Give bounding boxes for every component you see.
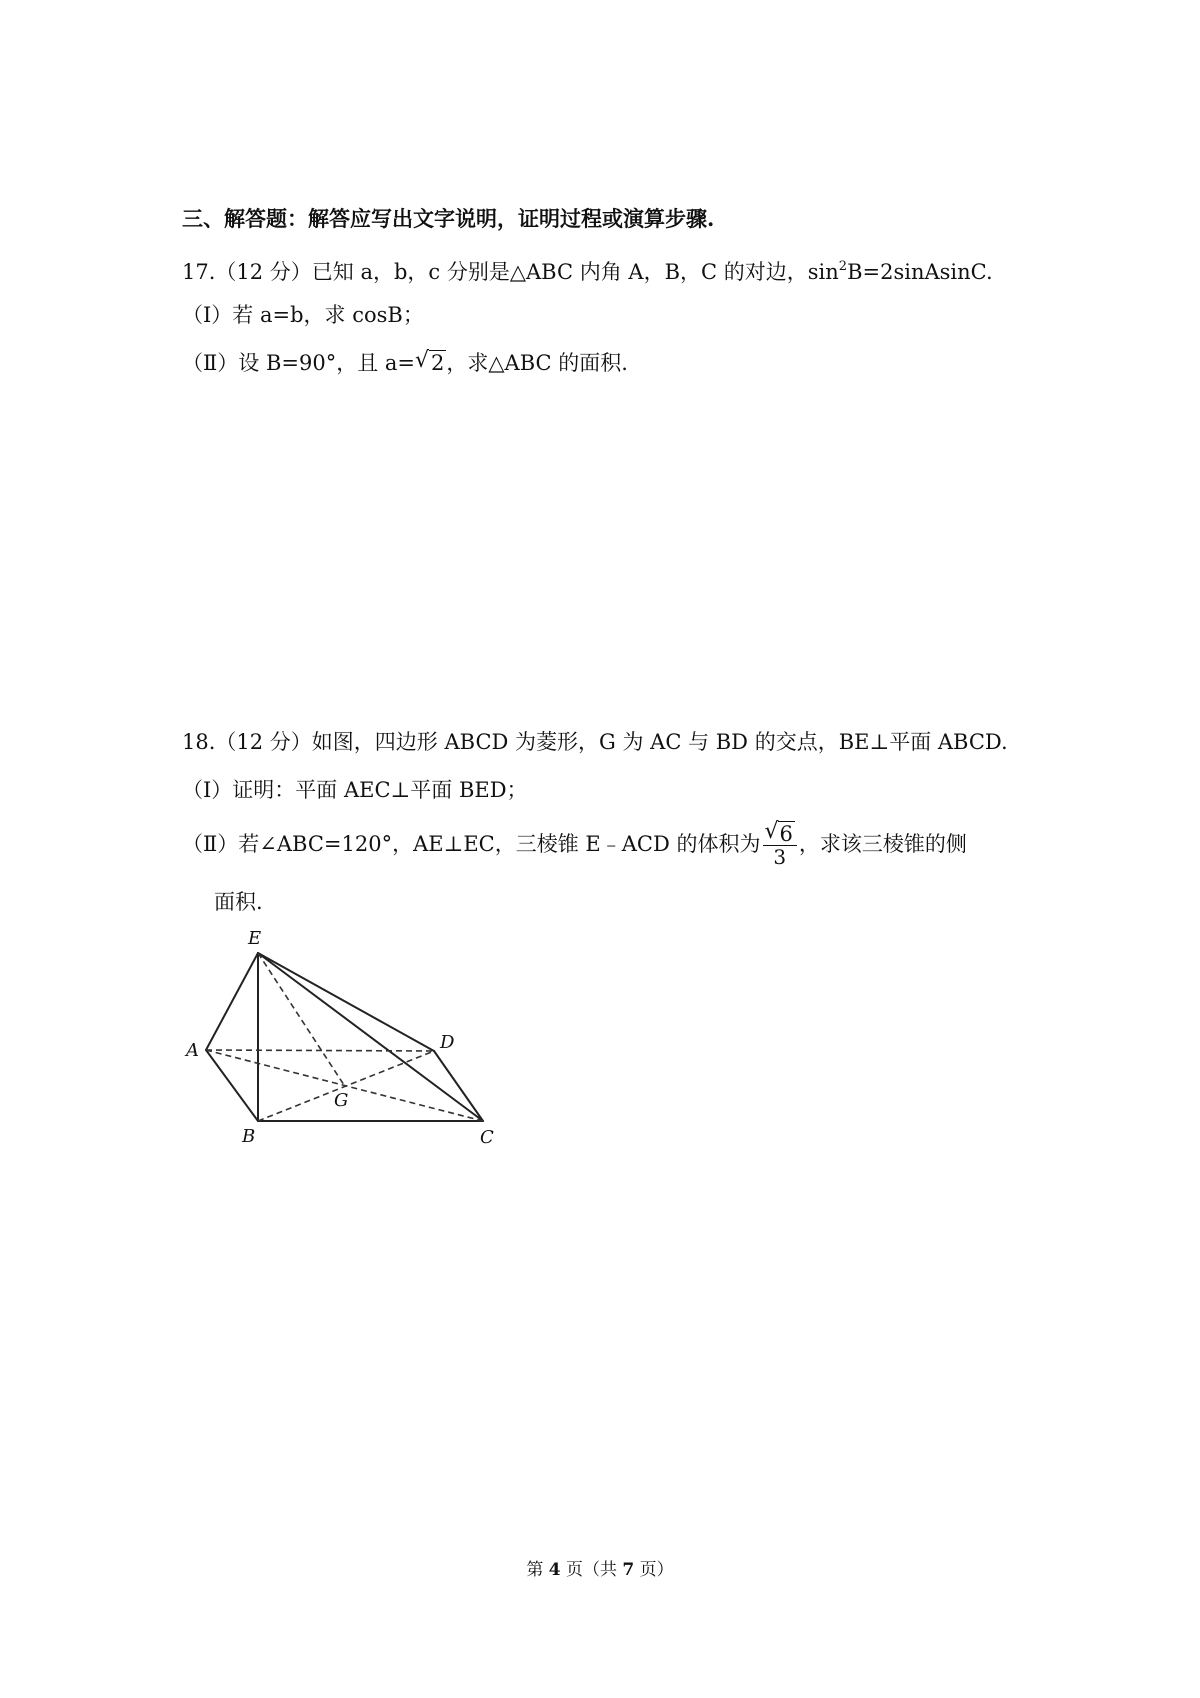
page-footer <box>0 1558 1200 1582</box>
section-heading: 三、解答题：解答应写出文字说明，证明过程或演算步骤. <box>182 206 715 231</box>
fraction-numerator <box>763 823 797 846</box>
q17-stem <box>182 252 993 287</box>
label-b: B <box>242 1126 256 1147</box>
edge-ea <box>206 953 258 1050</box>
edge-ed <box>258 953 434 1051</box>
q17-stem-text-end: B=2sinAsinC. <box>847 260 993 284</box>
q18-part2-text-end: ，求该三棱锥的侧 <box>798 832 967 856</box>
segment-eg-hidden <box>258 953 344 1085</box>
label-g: G <box>334 1090 349 1111</box>
q18-part1: （Ⅰ）证明：平面 AEC⊥平面 BED； <box>182 778 528 802</box>
q18-part2 <box>182 823 967 868</box>
label-c: C <box>480 1127 494 1148</box>
q18-part2-continued: 面积. <box>214 890 263 914</box>
footer-middle: 页（共 <box>566 1560 617 1580</box>
q17-stem-superscript: 2 <box>838 259 848 274</box>
label-a: A <box>186 1040 199 1061</box>
q17-part1: （Ⅰ）若 a=b，求 cosB； <box>182 303 424 327</box>
fraction <box>763 823 797 868</box>
q18-part2-text: （Ⅱ）若∠ABC=120°，AE⊥EC，三棱锥 E﹣ACD 的体积为 <box>182 832 761 856</box>
fraction-denominator: 3 <box>773 845 787 869</box>
footer-page-number: 4 <box>548 1560 561 1580</box>
q18-stem: 18.（12 分）如图，四边形 ABCD 为菱形，G 为 AC 与 BD 的交点，BE⊥平面 ABCD. <box>182 730 1008 754</box>
sqrt-symbol <box>415 348 446 378</box>
footer-prefix: 第 <box>526 1560 544 1580</box>
q17-part2-text-end: ，求△ABC 的面积. <box>446 351 628 375</box>
pyramid-figure <box>182 920 512 1150</box>
q17-part2 <box>182 348 628 378</box>
q17-part2-text: （Ⅱ）设 B=90°，且 a= <box>182 351 415 375</box>
label-e: E <box>248 928 262 949</box>
sqrt-radicand: 2 <box>431 351 445 375</box>
sqrt-radicand: 6 <box>779 822 793 846</box>
label-d: D <box>440 1032 455 1053</box>
footer-suffix: 页） <box>639 1560 674 1580</box>
edge-ad-hidden <box>206 1050 434 1051</box>
footer-total-pages: 7 <box>622 1560 635 1580</box>
q17-stem-text: 17.（12 分）已知 a，b，c 分别是△ABC 内角 A，B，C 的对边，sin <box>182 260 839 284</box>
sqrt-symbol <box>765 823 795 845</box>
